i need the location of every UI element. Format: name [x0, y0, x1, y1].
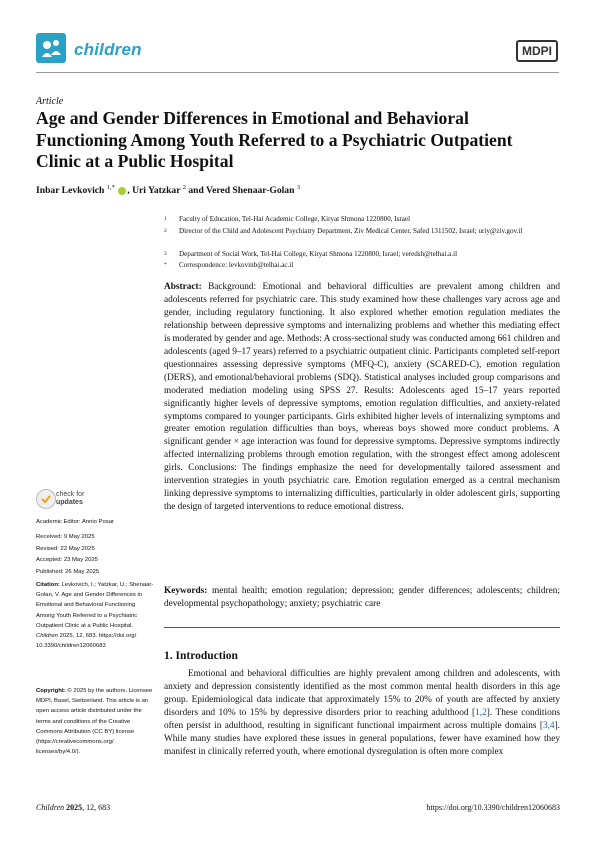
affiliation	[164, 214, 556, 224]
author-name[interactable]: Uri Yatzkar	[132, 185, 181, 197]
copyright-label: Copyright:	[36, 688, 66, 694]
affiliation-number: 2	[164, 228, 167, 234]
affiliation	[164, 226, 556, 236]
footer-doi-link[interactable]: https://doi.org/10.3390/children12060683	[426, 803, 560, 812]
revised-date: Revised: 22 May 2025	[36, 546, 95, 552]
affiliation-number: 3	[164, 251, 167, 257]
citation-doi[interactable]: 2025, 12, 683. https://doi.org/ 10.3390/children12060683	[36, 633, 137, 650]
author-list: Inbar Levkovich $^{1,*}$ , Uri Yatzkar $^2$ and Vered Shenaar-Golan $^3$	[36, 184, 301, 197]
orcid-icon[interactable]	[118, 187, 126, 195]
check-updates-icon	[36, 489, 56, 509]
affiliation-text: Faculty of Education, Tel-Hai Academic College, Kiryat Shmona 1220800, Israel	[179, 215, 411, 223]
copyright-text[interactable]: © 2025 by the authors. Licensee MDPI, Basel, Switzerland. This article is an open access article distributed under the terms and conditions of the Creative Commons Attribution (CC BY) license (https://creativecommons.org/ licenses/by/4.0/).	[36, 688, 153, 756]
check-for-updates-button[interactable]	[36, 489, 96, 513]
affiliation	[164, 249, 556, 259]
keywords-label: Keywords:	[164, 586, 208, 596]
abstract-text: Background: Emotional and behavioral difficulties are prevalent among children and adolescents referred for psychiatric care. This study examined how these challenges vary across age and gender, including regulatory functioning. It also explored whether emotion regulation mediates the relationship between depressive symptoms and internalizing problems and whether this mediating effect is moderated by gender and age. Methods: A cross-sectional study was conducted among 661 children and adolescents (aged 9–17 years) referred to a psychiatric outpatient clinic. Participants completed self-report questionnaires assessing depressive symptoms (MFQ-C), anxiety (SCARED-C), emotion regulation (DERS), and emotional/behavioral problems (SDQ). Statistical analyses included group comparisons and moderated mediation modeling using SPSS 27. Results: Adolescents aged 15–17 years reported significantly higher levels of depressive symptoms, emotion regulation difficulties, and anxiety-related symptoms compared to younger participants. Girls exhibited higher levels of internalizing symptoms and greater emotion regulation difficulties than boys, whereas boys showed more conduct problems. A significant gender × age interaction was found for depressive symptoms. Depressive symptoms indirectly affected internalizing problems through emotion regulation, with the strongest effect among adolescent girls. Conclusions: The findings emphasize the need for developmentally tailored assessment and intervention strategies in youth psychiatric care. Emotion regulation emerged as a central mechanism linking depressive symptoms to internalizing difficulties, particularly in older adolescent girls, supporting the design of targeted interventions to reduce emotional distress.	[164, 282, 561, 513]
body-text: ]. While many studies have explored these issues in general populations, fewer have examined how they manifest in clinically referred youth, where emotional dysregulation is often more complex	[164, 720, 560, 757]
affiliation-number: 1	[164, 216, 167, 222]
correspondence-text[interactable]: Correspondence: levkovinb@telhai.ac.il	[179, 261, 294, 269]
check-updates-label: check for updates	[56, 491, 85, 506]
section-heading: 1. Introduction	[164, 650, 238, 662]
copyright	[36, 686, 154, 757]
footer-year: 2025	[66, 803, 83, 812]
section-divider	[164, 627, 560, 628]
publisher-logo[interactable]: MDPI	[516, 40, 558, 62]
citation-journal: Children	[36, 633, 58, 640]
body-text: Emotional and behavioral difficulties are highly prevalent among children and adolescents, with anxiety and depression consistently identified as the most common mental health disorders in this age group. Epidemiological data indicate that approximately 15% to 20% of youth are affected by anxiety disorders and 10% to 15% by depressive disorders prior to reaching adulthood [	[164, 669, 560, 718]
author-affiliation-mark: 1,*	[106, 184, 115, 191]
affiliation-text: Department of Social Work, Tel-Hai College, Kiryat Shmona 1220800, Israel; veredsh@telhai.a.il	[179, 250, 458, 258]
reference-link[interactable]: 1,2	[475, 707, 487, 718]
body-text: ]. These conditions often persist in adulthood, resulting in significant functional impairment across multiple domains [	[164, 707, 560, 731]
abstract	[164, 281, 560, 514]
citation-label: Citation:	[36, 582, 60, 588]
academic-editor: Academic Editor: Annio Posar	[36, 519, 114, 525]
reference-link[interactable]: 3,4	[542, 720, 555, 731]
introduction-paragraph	[164, 668, 560, 759]
correspondence	[164, 260, 556, 270]
correspondence-mark: *	[164, 262, 167, 268]
affiliation-text: Director of the Child and Adolescent Psychiatry Department, Ziv Medical Center, Safed 1311502, Israel; uriy@ziv.gov.il	[179, 227, 523, 235]
author-affiliation-mark: 2	[182, 184, 186, 191]
citation-text: Levkovich, I.; Yatzkar, U.; Shenaar-Golan, V. Age and Gender Differences in Emotional and Behavioral Functioning Among Youth Referred to a Psychiatric Outpatient Clinic at a Public Hospital.	[36, 582, 154, 629]
keywords	[164, 585, 560, 611]
article-type: Article	[36, 96, 64, 107]
accepted-date: Accepted: 23 May 2025	[36, 557, 98, 563]
abstract-label: Abstract:	[164, 282, 202, 292]
author-name[interactable]: Vered Shenaar-Golan	[206, 185, 295, 197]
header-divider	[36, 72, 559, 73]
author-affiliation-mark: 3	[296, 184, 301, 191]
journal-logo-icon	[36, 33, 66, 63]
published-date: Published: 26 May 2025	[36, 569, 100, 575]
keywords-text: mental health; emotion regulation; depression; gender differences; adolescents; children; developmental psychopathology; anxiety; psychiatric care	[164, 586, 560, 609]
footer-citation	[36, 803, 110, 812]
journal-name[interactable]: children	[74, 40, 142, 59]
footer-volume-page: , 12, 683	[82, 803, 111, 812]
author-name[interactable]: Inbar Levkovich	[36, 185, 105, 197]
footer-journal: Children	[36, 803, 65, 812]
citation	[36, 580, 154, 651]
article-title: Age and Gender Differences in Emotional and Behavioral Functioning Among Youth Referred to a Psychiatric Outpatient Clinic at a Public Hospital	[36, 108, 513, 171]
received-date: Received: 9 May 2025	[36, 534, 95, 540]
